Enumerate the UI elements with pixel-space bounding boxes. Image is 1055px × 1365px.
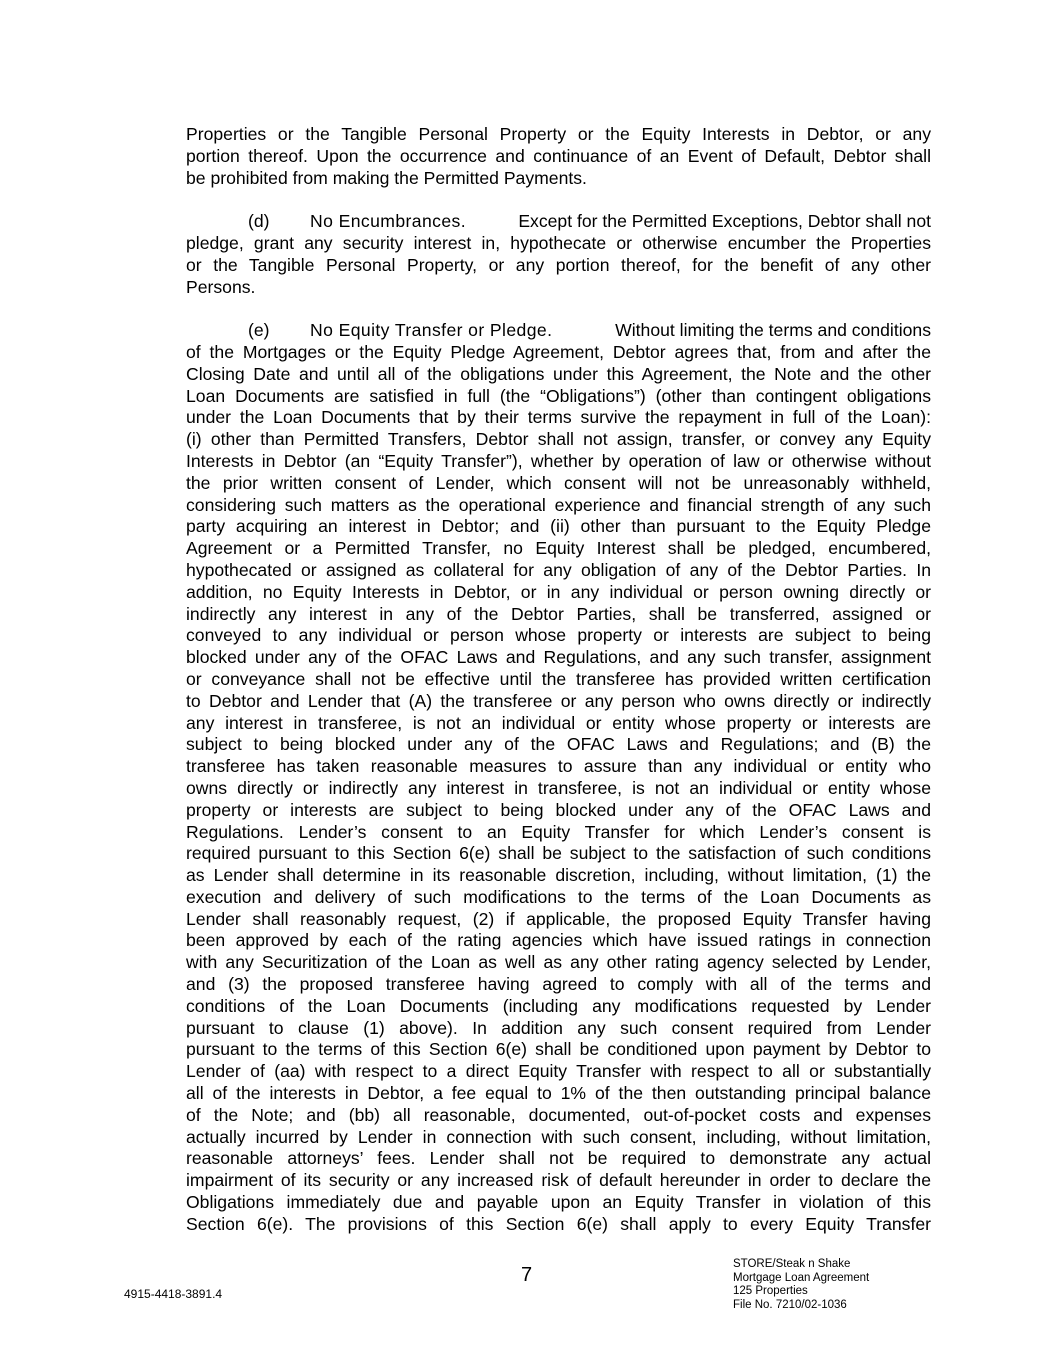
- text-line: portion thereof. Upon the occurrence and continuance of an Event of Default, Debtor shall: [186, 145, 931, 166]
- text-line: and (3) the proposed transferee having agreed to comply with all of the terms and: [186, 974, 931, 995]
- text-line: to Debtor and Lender that (A) the transferee or any person who owns directly or indirectly: [186, 690, 931, 711]
- text-line: been approved by each of the rating agencies which have issued ratings in connection: [186, 930, 931, 951]
- text-line: Agreement or a Permitted Transfer, no Equity Interest shall be pledged, encumbered,: [186, 538, 931, 559]
- footer-line: Mortgage Loan Agreement: [733, 1271, 870, 1284]
- text-line: blocked under any of the OFAC Laws and Regulations, and any such transfer, assignment: [186, 647, 931, 668]
- text-line: actually incurred by Lender in connection with such consent, including, without limitation,: [186, 1126, 931, 1147]
- text-line: Except for the Permitted Exceptions, Debtor shall not: [518, 211, 931, 232]
- section-e-first-line: [186, 320, 931, 342]
- text-line: Closing Date and until all of the obligations under this Agreement, the Note and the other: [186, 363, 931, 384]
- text-line: transferee has taken reasonable measures to assure than any individual or entity who: [186, 756, 931, 777]
- text-line: Interests in Debtor (an “Equity Transfer”), whether by operation of law or otherwise without: [186, 450, 931, 471]
- footer-line: File No. 7210/02-1036: [733, 1298, 847, 1311]
- text-line: with any Securitization of the Loan as well as any other rating agency selected by Lender,: [186, 952, 931, 973]
- section-d: [186, 211, 931, 298]
- text-line: as Lender shall determine in its reasonable discretion, including, without limitation, (1) the: [186, 865, 931, 886]
- text-line: or conveyance shall not be effective until the transferee has provided written certification: [186, 668, 931, 689]
- text-line: property or interests are subject to being blocked under any of the OFAC Laws and: [186, 799, 931, 820]
- text-line: hypothecated or assigned as collateral for any obligation of any of the Debtor Parties. In: [186, 559, 931, 580]
- text-line: impairment of its security or any increased risk of default hereunder in order to declare the: [186, 1170, 931, 1191]
- text-line: Loan Documents are satisfied in full (the “Obligations”) (other than contingent obligations: [186, 385, 931, 406]
- text-line: pursuant to the terms of this Section 6(e) shall be conditioned upon payment by Debtor to: [186, 1039, 931, 1060]
- text-line: Persons.: [186, 276, 256, 297]
- text-line: Without limiting the terms and conditions: [615, 320, 931, 341]
- section-e: [186, 320, 931, 1235]
- section-e-number: (e): [248, 320, 270, 341]
- page-number: 7: [521, 1264, 533, 1286]
- text-line: addition, no Equity Interests in Debtor, or in any individual or person owning directly or: [186, 581, 931, 602]
- text-line: conveyed to any individual or person whose property or interests are subject to being: [186, 625, 931, 646]
- text-line: under the Loan Documents that by their terms survive the repayment in full of the Loan):: [186, 407, 931, 428]
- text-line: execution and delivery of such modifications to the terms of the Loan Documents as: [186, 886, 931, 907]
- section-d-first-line: [186, 211, 931, 233]
- text-line: owns directly or indirectly any interest in transferee, is not an individual or entity whose: [186, 777, 931, 798]
- text-line: or the Tangible Personal Property, or any portion thereof, for the benefit of any other: [186, 254, 931, 275]
- text-line: Lender of (aa) with respect to a direct Equity Transfer with respect to all or substantially: [186, 1061, 931, 1082]
- text-line: be prohibited from making the Permitted Payments.: [186, 167, 587, 188]
- text-line: party acquiring an interest in Debtor; and (ii) other than pursuant to the Equity Pledge: [186, 516, 931, 537]
- text-line: Regulations. Lender’s consent to an Equity Transfer for which Lender’s consent is: [186, 821, 931, 842]
- text-line: of the Note; and (bb) all reasonable, documented, out-of-pocket costs and expenses: [186, 1104, 931, 1125]
- section-e-heading: No Equity Transfer or Pledge.: [310, 320, 553, 341]
- document-id: 4915-4418-3891.4: [124, 1287, 223, 1301]
- text-line: pledge, grant any security interest in, hypothecate or otherwise encumber the Properties: [186, 232, 931, 253]
- footer-document-info: [733, 1258, 869, 1312]
- section-d-number: (d): [248, 211, 270, 232]
- text-line: (i) other than Permitted Transfers, Debtor shall not assign, transfer, or convey any Equity: [186, 429, 931, 450]
- footer-line: 125 Properties: [733, 1285, 808, 1298]
- text-line: subject to being blocked under any of the OFAC Laws and Regulations; and (B) the: [186, 734, 931, 755]
- text-line: considering such matters as the operational experience and financial strength of any such: [186, 494, 931, 515]
- text-line: required pursuant to this Section 6(e) shall be subject to the satisfaction of such conditions: [186, 843, 931, 864]
- text-line: all of the interests in Debtor, a fee equal to 1% of the then outstanding principal balance: [186, 1083, 931, 1104]
- text-line: indirectly any interest in any of the Debtor Parties, shall be transferred, assigned or: [186, 603, 931, 624]
- text-line: Lender shall reasonably request, (2) if applicable, the proposed Equity Transfer having: [186, 908, 931, 929]
- footer-line: STORE/Steak n Shake: [733, 1258, 851, 1270]
- document-body: [186, 124, 931, 1257]
- paragraph-c-continuation: [186, 124, 931, 189]
- text-line: conditions of the Loan Documents (including any modifications requested by Lender: [186, 995, 931, 1016]
- text-line: Section 6(e). The provisions of this Section 6(e) shall apply to every Equity Transfer: [186, 1213, 931, 1234]
- text-line: Properties or the Tangible Personal Property or the Equity Interests in Debtor, or any: [186, 124, 931, 144]
- text-line: any interest in transferee, is not an individual or entity whose property or interests are: [186, 712, 931, 733]
- section-d-heading: No Encumbrances.: [310, 211, 467, 232]
- text-line: reasonable attorneys’ fees. Lender shall not be required to demonstrate any actual: [186, 1148, 931, 1169]
- text-line: the prior written consent of Lender, which consent will not be unreasonably withheld,: [186, 472, 931, 493]
- text-line: of the Mortgages or the Equity Pledge Agreement, Debtor agrees that, from and after the: [186, 341, 931, 362]
- text-line: pursuant to clause (1) above). In addition any such consent required from Lender: [186, 1017, 931, 1038]
- text-line: Obligations immediately due and payable upon an Equity Transfer in violation of this: [186, 1192, 931, 1213]
